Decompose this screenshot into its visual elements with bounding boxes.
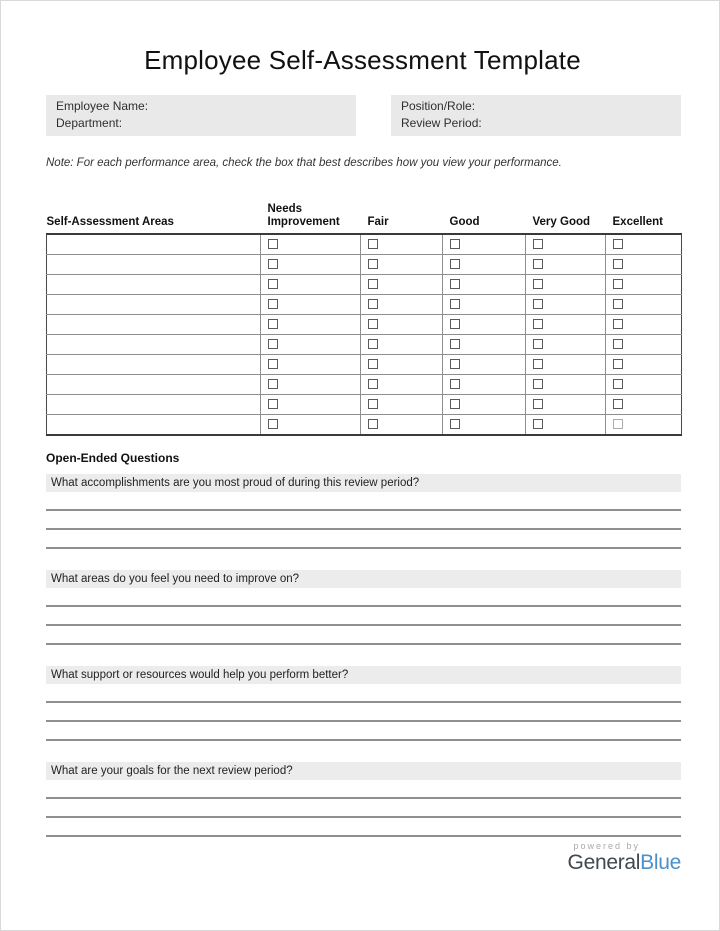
answer-line[interactable] xyxy=(46,703,681,722)
col-header-areas: Self-Assessment Areas xyxy=(46,216,174,228)
table-row xyxy=(47,395,682,415)
position-role-field[interactable] xyxy=(401,98,671,115)
rating-cell xyxy=(361,234,443,255)
answer-line[interactable] xyxy=(46,780,681,799)
rating-cell xyxy=(361,335,443,355)
rating-checkbox[interactable] xyxy=(450,299,460,309)
rating-checkbox[interactable] xyxy=(533,359,543,369)
rating-checkbox[interactable] xyxy=(450,399,460,409)
col-header-needs-improvement: Needs Improvement xyxy=(267,203,340,228)
brand-accent-text: Blue xyxy=(640,851,681,874)
brand-wordmark xyxy=(568,851,681,874)
rating-cell xyxy=(606,255,682,275)
employee-name-label: Employee Name: xyxy=(56,99,149,113)
rating-cell xyxy=(526,375,606,395)
rating-checkbox[interactable] xyxy=(450,319,460,329)
rating-cell xyxy=(443,295,526,315)
rating-checkbox[interactable] xyxy=(533,339,543,349)
rating-checkbox[interactable] xyxy=(613,259,623,269)
table-row xyxy=(47,375,682,395)
rating-checkbox[interactable] xyxy=(450,359,460,369)
rating-checkbox[interactable] xyxy=(533,279,543,289)
rating-cell xyxy=(361,375,443,395)
rating-checkbox[interactable] xyxy=(268,259,278,269)
rating-checkbox[interactable] xyxy=(368,299,378,309)
rating-checkbox[interactable] xyxy=(268,319,278,329)
rating-cell xyxy=(606,375,682,395)
rating-checkbox[interactable] xyxy=(268,299,278,309)
question-block xyxy=(46,666,681,741)
rating-checkbox[interactable] xyxy=(368,339,378,349)
position-role-label: Position/Role: xyxy=(401,99,476,113)
rating-checkbox[interactable] xyxy=(450,239,460,249)
rating-checkbox[interactable] xyxy=(533,399,543,409)
rating-cell xyxy=(606,234,682,255)
rating-cell xyxy=(361,295,443,315)
rating-checkbox[interactable] xyxy=(533,419,543,429)
rating-checkbox[interactable] xyxy=(368,279,378,289)
rating-checkbox[interactable] xyxy=(268,399,278,409)
rating-cell xyxy=(526,355,606,375)
rating-cell xyxy=(443,234,526,255)
rating-cell xyxy=(361,315,443,335)
col-header-excellent: Excellent xyxy=(612,216,663,228)
department-field[interactable] xyxy=(56,115,346,132)
rating-cell xyxy=(526,255,606,275)
rating-checkbox[interactable] xyxy=(450,419,460,429)
assessment-table-body xyxy=(47,234,682,435)
instruction-note: Note: For each performance area, check the box that best describes how you view your performance. xyxy=(46,157,562,169)
assessment-table-wrap xyxy=(46,187,679,436)
rating-checkbox[interactable] xyxy=(368,239,378,249)
rating-cell xyxy=(606,295,682,315)
table-row xyxy=(47,355,682,375)
question-text: What support or resources would help you perform better? xyxy=(46,666,681,684)
rating-cell xyxy=(443,315,526,335)
rating-checkbox[interactable] xyxy=(450,339,460,349)
rating-checkbox[interactable] xyxy=(613,379,623,389)
rating-cell xyxy=(606,355,682,375)
rating-cell xyxy=(361,415,443,436)
rating-cell xyxy=(443,415,526,436)
area-cell[interactable] xyxy=(47,234,261,255)
rating-cell xyxy=(261,234,361,255)
rating-cell xyxy=(526,234,606,255)
rating-cell xyxy=(361,255,443,275)
area-cell[interactable] xyxy=(47,315,261,335)
area-cell[interactable] xyxy=(47,275,261,295)
rating-checkbox[interactable] xyxy=(268,339,278,349)
rating-checkbox[interactable] xyxy=(533,299,543,309)
rating-checkbox[interactable] xyxy=(368,359,378,369)
rating-cell xyxy=(606,275,682,295)
rating-checkbox[interactable] xyxy=(613,319,623,329)
rating-cell xyxy=(261,375,361,395)
rating-checkbox[interactable] xyxy=(613,359,623,369)
rating-checkbox[interactable] xyxy=(368,319,378,329)
page-title: Employee Self-Assessment Template xyxy=(144,45,581,75)
answer-line[interactable] xyxy=(46,492,681,511)
question-text: What are your goals for the next review period? xyxy=(46,762,681,780)
rating-cell xyxy=(606,415,682,436)
rating-cell xyxy=(526,415,606,436)
review-period-field[interactable] xyxy=(401,115,671,132)
rating-checkbox[interactable] xyxy=(533,239,543,249)
question-block xyxy=(46,474,681,549)
rating-cell xyxy=(526,395,606,415)
rating-cell xyxy=(526,295,606,315)
answer-line[interactable] xyxy=(46,722,681,741)
employee-info-box xyxy=(46,95,356,136)
rating-cell xyxy=(361,395,443,415)
rating-cell xyxy=(443,335,526,355)
rating-cell xyxy=(361,355,443,375)
rating-cell xyxy=(261,355,361,375)
area-cell[interactable] xyxy=(47,375,261,395)
answer-line[interactable] xyxy=(46,530,681,549)
col-header-good: Good xyxy=(449,216,480,228)
rating-cell xyxy=(526,315,606,335)
question-text: What accomplishments are you most proud of during this review period? xyxy=(46,474,681,492)
rating-checkbox[interactable] xyxy=(368,259,378,269)
answer-line[interactable] xyxy=(46,799,681,818)
rating-checkbox[interactable] xyxy=(613,339,623,349)
footer xyxy=(46,841,681,875)
assessment-table xyxy=(46,187,682,436)
rating-checkbox[interactable] xyxy=(613,299,623,309)
answer-line[interactable] xyxy=(46,607,681,626)
header-fields xyxy=(46,95,681,136)
rating-cell xyxy=(361,275,443,295)
rating-cell xyxy=(261,295,361,315)
review-period-label: Review Period: xyxy=(401,116,482,130)
col-header-fair: Fair xyxy=(367,216,389,228)
position-info-box xyxy=(391,95,681,136)
col-header-very-good: Very Good xyxy=(532,216,591,228)
rating-cell xyxy=(443,275,526,295)
rating-cell xyxy=(606,395,682,415)
answer-line[interactable] xyxy=(46,511,681,530)
rating-cell xyxy=(443,375,526,395)
table-row xyxy=(47,315,682,335)
area-cell[interactable] xyxy=(47,335,261,355)
table-row xyxy=(47,234,682,255)
table-row xyxy=(47,415,682,436)
table-row xyxy=(47,255,682,275)
table-row xyxy=(47,275,682,295)
rating-cell xyxy=(526,335,606,355)
questions-container xyxy=(46,474,681,837)
rating-checkbox[interactable] xyxy=(613,279,623,289)
department-label: Department: xyxy=(56,116,123,130)
rating-checkbox[interactable] xyxy=(533,379,543,389)
powered-by-label: powered by xyxy=(573,841,641,851)
brand-primary-text: General xyxy=(567,851,641,874)
answer-line[interactable] xyxy=(46,588,681,607)
rating-cell xyxy=(443,355,526,375)
generalblue-logo xyxy=(568,841,681,875)
area-cell[interactable] xyxy=(47,295,261,315)
area-cell[interactable] xyxy=(47,395,261,415)
rating-checkbox[interactable] xyxy=(613,399,623,409)
rating-checkbox[interactable] xyxy=(613,419,623,429)
rating-checkbox[interactable] xyxy=(368,399,378,409)
answer-line[interactable] xyxy=(46,684,681,703)
rating-checkbox[interactable] xyxy=(368,379,378,389)
question-block xyxy=(46,570,681,645)
rating-cell xyxy=(443,395,526,415)
rating-checkbox[interactable] xyxy=(533,319,543,329)
rating-cell xyxy=(261,255,361,275)
rating-checkbox[interactable] xyxy=(268,359,278,369)
rating-cell xyxy=(606,335,682,355)
area-cell[interactable] xyxy=(47,355,261,375)
rating-checkbox[interactable] xyxy=(268,279,278,289)
employee-name-field[interactable] xyxy=(56,98,346,115)
area-cell[interactable] xyxy=(47,255,261,275)
answer-line[interactable] xyxy=(46,818,681,837)
rating-cell xyxy=(261,315,361,335)
question-text: What areas do you feel you need to improve on? xyxy=(46,570,681,588)
answer-line[interactable] xyxy=(46,626,681,645)
rating-cell xyxy=(606,315,682,335)
rating-cell xyxy=(261,395,361,415)
rating-checkbox[interactable] xyxy=(268,379,278,389)
rating-cell xyxy=(526,275,606,295)
rating-checkbox[interactable] xyxy=(613,239,623,249)
rating-checkbox[interactable] xyxy=(533,259,543,269)
document-page xyxy=(1,45,719,875)
rating-checkbox[interactable] xyxy=(450,379,460,389)
rating-checkbox[interactable] xyxy=(450,259,460,269)
rating-checkbox[interactable] xyxy=(450,279,460,289)
rating-checkbox[interactable] xyxy=(268,239,278,249)
rating-checkbox[interactable] xyxy=(368,419,378,429)
open-ended-heading: Open-Ended Questions xyxy=(46,451,180,465)
area-cell[interactable] xyxy=(47,415,261,436)
question-block xyxy=(46,762,681,837)
rating-cell xyxy=(443,255,526,275)
rating-cell xyxy=(261,335,361,355)
assessment-table-header xyxy=(47,187,682,234)
rating-cell xyxy=(261,275,361,295)
rating-checkbox[interactable] xyxy=(268,419,278,429)
table-row xyxy=(47,295,682,315)
rating-cell xyxy=(261,415,361,436)
table-row xyxy=(47,335,682,355)
